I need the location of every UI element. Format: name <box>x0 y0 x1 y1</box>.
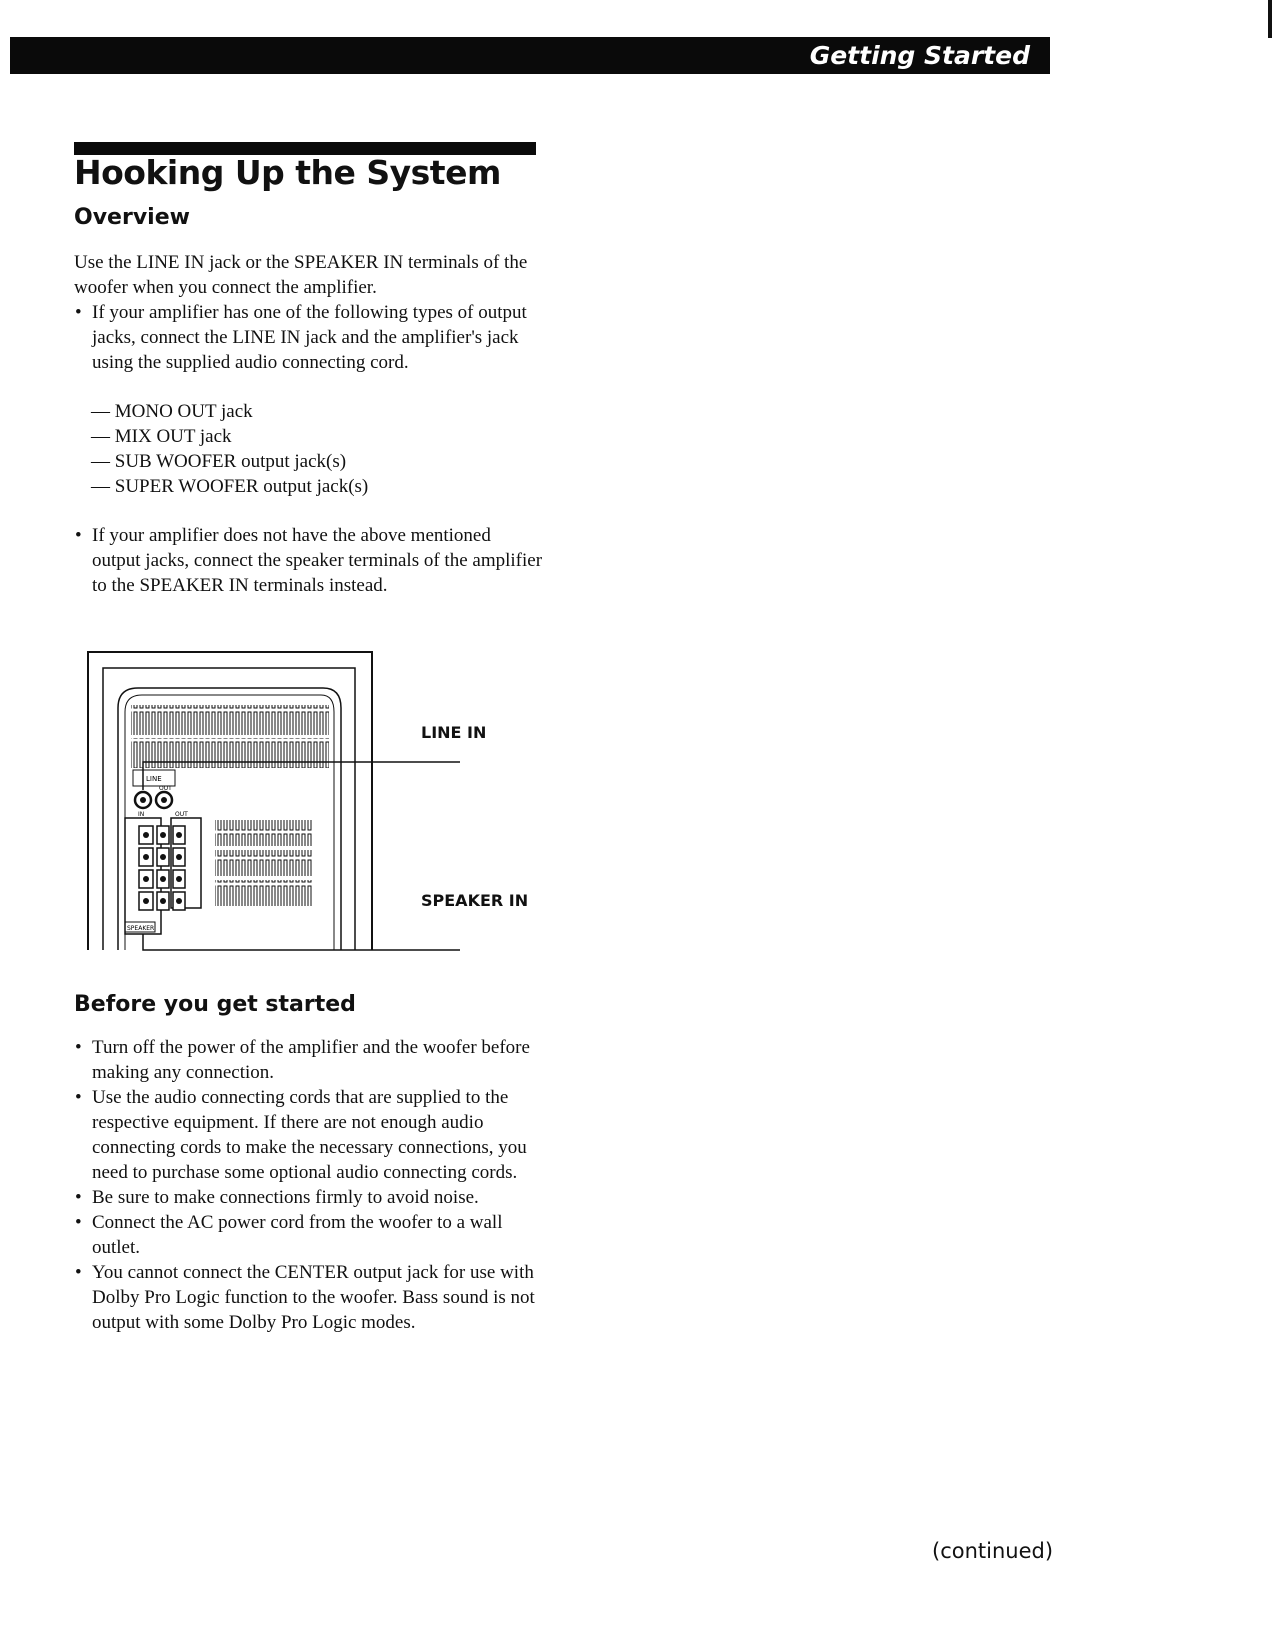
panel-label-out: OUT <box>175 811 188 818</box>
panel-label-in: IN <box>138 811 145 818</box>
overview-bullets-2 <box>74 523 544 598</box>
woofer-rear-panel-figure <box>85 650 545 960</box>
before-started-heading: Before you get started <box>74 992 356 1017</box>
speaker-in-callout: SPEAKER IN <box>421 891 529 910</box>
overview-bullet-2: • If your amplifier does not have the above mentioned output jacks, connect the speaker terminals of the amplifier to the SPEAKER IN terminals instead. <box>74 523 544 598</box>
line-in-callout: LINE IN <box>421 723 487 742</box>
jack-type-item: — MONO OUT jack <box>74 399 544 424</box>
overview-intro: Use the LINE IN jack or the SPEAKER IN terminals of the woofer when you connect the amplifier. <box>74 252 528 298</box>
before-started-item: • You cannot connect the CENTER output jack for use with Dolby Pro Logic function to the woofer. Bass sound is not output with some Dolby Pro Logic modes. <box>74 1260 544 1335</box>
overview-body <box>74 250 544 598</box>
panel-label-speaker: SPEAKER <box>127 925 155 932</box>
page-title: Hooking Up the System <box>74 153 501 192</box>
woofer-rear-panel-illustration <box>85 650 545 960</box>
section-tab: Getting Started <box>809 41 1030 70</box>
jack-type-list <box>74 399 544 499</box>
panel-label-line: LINE <box>146 775 162 783</box>
overview-heading: Overview <box>74 205 190 230</box>
overview-bullet-1: • If your amplifier has one of the following types of output jacks, connect the LINE IN jack and the amplifier's jack using the supplied audio connecting cord. <box>74 300 544 375</box>
jack-type-item: — SUB WOOFER output jack(s) <box>74 449 544 474</box>
before-started-item: • Turn off the power of the amplifier and the woofer before making any connection. <box>74 1035 544 1085</box>
jack-type-item: — SUPER WOOFER output jack(s) <box>74 474 544 499</box>
before-started-body <box>74 1035 544 1335</box>
continued-label: (continued) <box>932 1539 1054 1563</box>
jack-type-item: — MIX OUT jack <box>74 424 544 449</box>
before-started-list <box>74 1035 544 1335</box>
before-started-item: • Use the audio connecting cords that are supplied to the respective equipment. If there are not enough audio connecting cords to make the necessary connections, you need to purchase some optional audio connecting cords. <box>74 1085 544 1185</box>
before-started-item: • Connect the AC power cord from the woofer to a wall outlet. <box>74 1210 544 1260</box>
overview-bullets <box>74 300 544 375</box>
margin-mark <box>1268 0 1272 38</box>
section-header-bar <box>10 37 1050 74</box>
panel-label-line-out: OUT <box>159 785 172 792</box>
before-started-item: • Be sure to make connections firmly to avoid noise. <box>74 1185 544 1210</box>
